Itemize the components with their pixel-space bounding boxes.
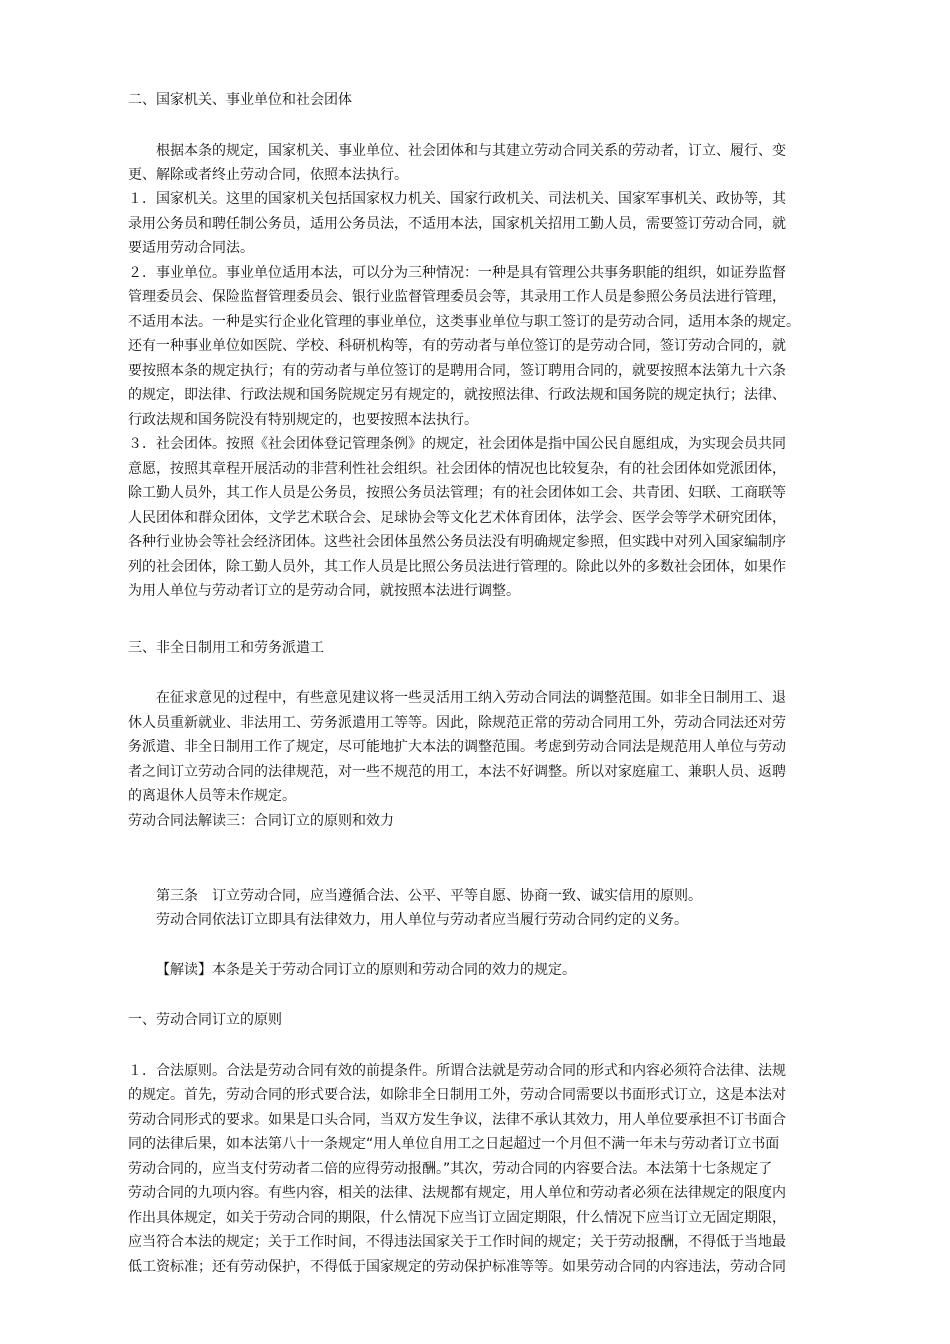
paragraph-line: 劳动合同形式的要求。如果是口头合同，当双方发生争议，法律不承认其效力，用人单位要承担不订书面合 [128,1112,786,1128]
heading-part-time-labor: 三、非全日制用工和劳务派遣工 [128,640,324,656]
paragraph-line: 同的法律后果，如本法第八十一条规定“用人单位自用工之日起超过一个月但不满一年未与劳动者订立书面 [128,1136,780,1152]
paragraph-line: 的规定。首先，劳动合同的形式要合法，如除非全日制用工外，劳动合同需要以书面形式订立，这是本法对 [128,1087,786,1103]
paragraph-line: 的规定，即法律、行政法规和国务院规定另有规定的，就按照法律、行政法规和国务院的规定执行；法律、 [128,387,786,403]
paragraph-line: 在征求意见的过程中，有些意见建议将一些灵活用工纳入劳动合同法的调整范围。如非全日制用工、退 [156,690,786,706]
article-three: 第三条 订立劳动合同，应当遵循合法、公平、平等自愿、协商一致、诚实信用的原则。 [156,888,702,904]
section-title: 劳动合同法解读三：合同订立的原则和效力 [128,813,394,829]
paragraph-line: 意愿，按照其章程开展活动的非营利性社会组织。社会团体的情况也比较复杂，有的社会团体如党派团体， [128,461,786,477]
paragraph-line: 者之间订立劳动合同的法律规范，对一些不规范的用工，本法不好调整。所以对家庭雇工、兼职人员、返聘 [128,764,786,780]
paragraph-line: 的离退休人员等未作规定。 [128,788,296,804]
paragraph-line: １．合法原则。合法是劳动合同有效的前提条件。所谓合法就是劳动合同的形式和内容必须符合法律、法规 [128,1063,786,1079]
paragraph-line: 应当符合本法的规定；关于工作时间，不得违法国家关于工作时间的规定；关于劳动报酬，不得低于当地最 [128,1234,786,1250]
paragraph-line: 劳动合同的，应当支付劳动者二倍的应得劳动报酬。”其次，劳动合同的内容要合法。本法第十七条规定了 [128,1161,773,1177]
paragraph-line: 劳动合同的九项内容。有些内容，相关的法律、法规都有规定，用人单位和劳动者必须在法律规定的限度内 [128,1185,786,1201]
paragraph-line: 休人员重新就业、非法用工、劳务派遣用工等等。因此，除规范正常的劳动合同用工外，劳动合同法还对劳 [128,715,786,731]
article-three-clause: 劳动合同依法订立即具有法律效力，用人单位与劳动者应当履行劳动合同约定的义务。 [156,912,688,928]
paragraph-line: 人民团体和群众团体，文学艺术联合会、足球协会等文化艺术体育团体，法学会、医学会等学术研究团体， [128,510,786,526]
interpretation-line: 【解读】本条是关于劳动合同订立的原则和劳动合同的效力的规定。 [156,962,576,978]
paragraph-line: ３．社会团体。按照《社会团体登记管理条例》的规定，社会团体是指中国公民自愿组成，为实现会员共同 [128,436,786,452]
paragraph-line: 除工勤人员外，其工作人员是公务员，按照公务员法管理；有的社会团体如工会、共青团、妇联、工商联等 [128,485,786,501]
paragraph-line: 更、解除或者终止劳动合同，依照本法执行。 [128,167,408,183]
paragraph-line: 录用公务员和聘任制公务员，适用公务员法，不适用本法，国家机关招用工勤人员，需要签订劳动合同，就 [128,216,786,232]
paragraph-line: 各种行业协会等社会经济团体。这些社会团体虽然公务员法没有明确规定参照，但实践中对列入国家编制序 [128,534,786,550]
paragraph-line: 务派遣、非全日制用工作了规定，尽可能地扩大本法的调整范围。考虑到劳动合同法是规范用人单位与劳动 [128,739,786,755]
paragraph-line: 列的社会团体，除工勤人员外，其工作人员是比照公务员法进行管理的。除此以外的多数社会团体，如果作 [128,559,786,575]
heading-contract-principles: 一、劳动合同订立的原则 [128,1012,282,1028]
paragraph-line: 要适用劳动合同法。 [128,240,254,256]
paragraph-line: 行政法规和国务院没有特别规定的，也要按照本法执行。 [128,412,478,428]
paragraph-line: 根据本条的规定，国家机关、事业单位、社会团体和与其建立劳动合同关系的劳动者，订立、履行、变 [156,143,786,159]
paragraph-line: 低工资标准；还有劳动保护，不得低于国家规定的劳动保护标准等等。如果劳动合同的内容违法，劳动合同 [128,1259,786,1275]
paragraph-line: 还有一种事业单位如医院、学校、科研机构等，有的劳动者与单位签订的是劳动合同，签订劳动合同的，就 [128,338,786,354]
paragraph-line: 管理委员会、保险监督管理委员会、银行业监督管理委员会等，其录用工作人员是参照公务员法进行管理， [128,289,786,305]
paragraph-line: 为用人单位与劳动者订立的是劳动合同，就按照本法进行调整。 [128,583,520,599]
paragraph-line: 不适用本法。一种是实行企业化管理的事业单位，这类事业单位与职工签订的是劳动合同，适用本条的规定。 [128,314,800,330]
paragraph-line: 要按照本条的规定执行；有的劳动者与单位签订的是聘用合同，签订聘用合同的，就要按照本法第九十六条 [128,363,786,379]
heading-state-organs: 二、国家机关、事业单位和社会团体 [128,92,352,108]
paragraph-line: １．国家机关。这里的国家机关包括国家权力机关、国家行政机关、司法机关、国家军事机关、政协等，其 [128,191,786,207]
paragraph-line: ２．事业单位。事业单位适用本法，可以分为三种情况：一种是具有管理公共事务职能的组织，如证券监督 [128,265,786,281]
paragraph-line: 作出具体规定，如关于劳动合同的期限，什么情况下应当订立固定期限，什么情况下应当订立无固定期限， [128,1210,786,1226]
